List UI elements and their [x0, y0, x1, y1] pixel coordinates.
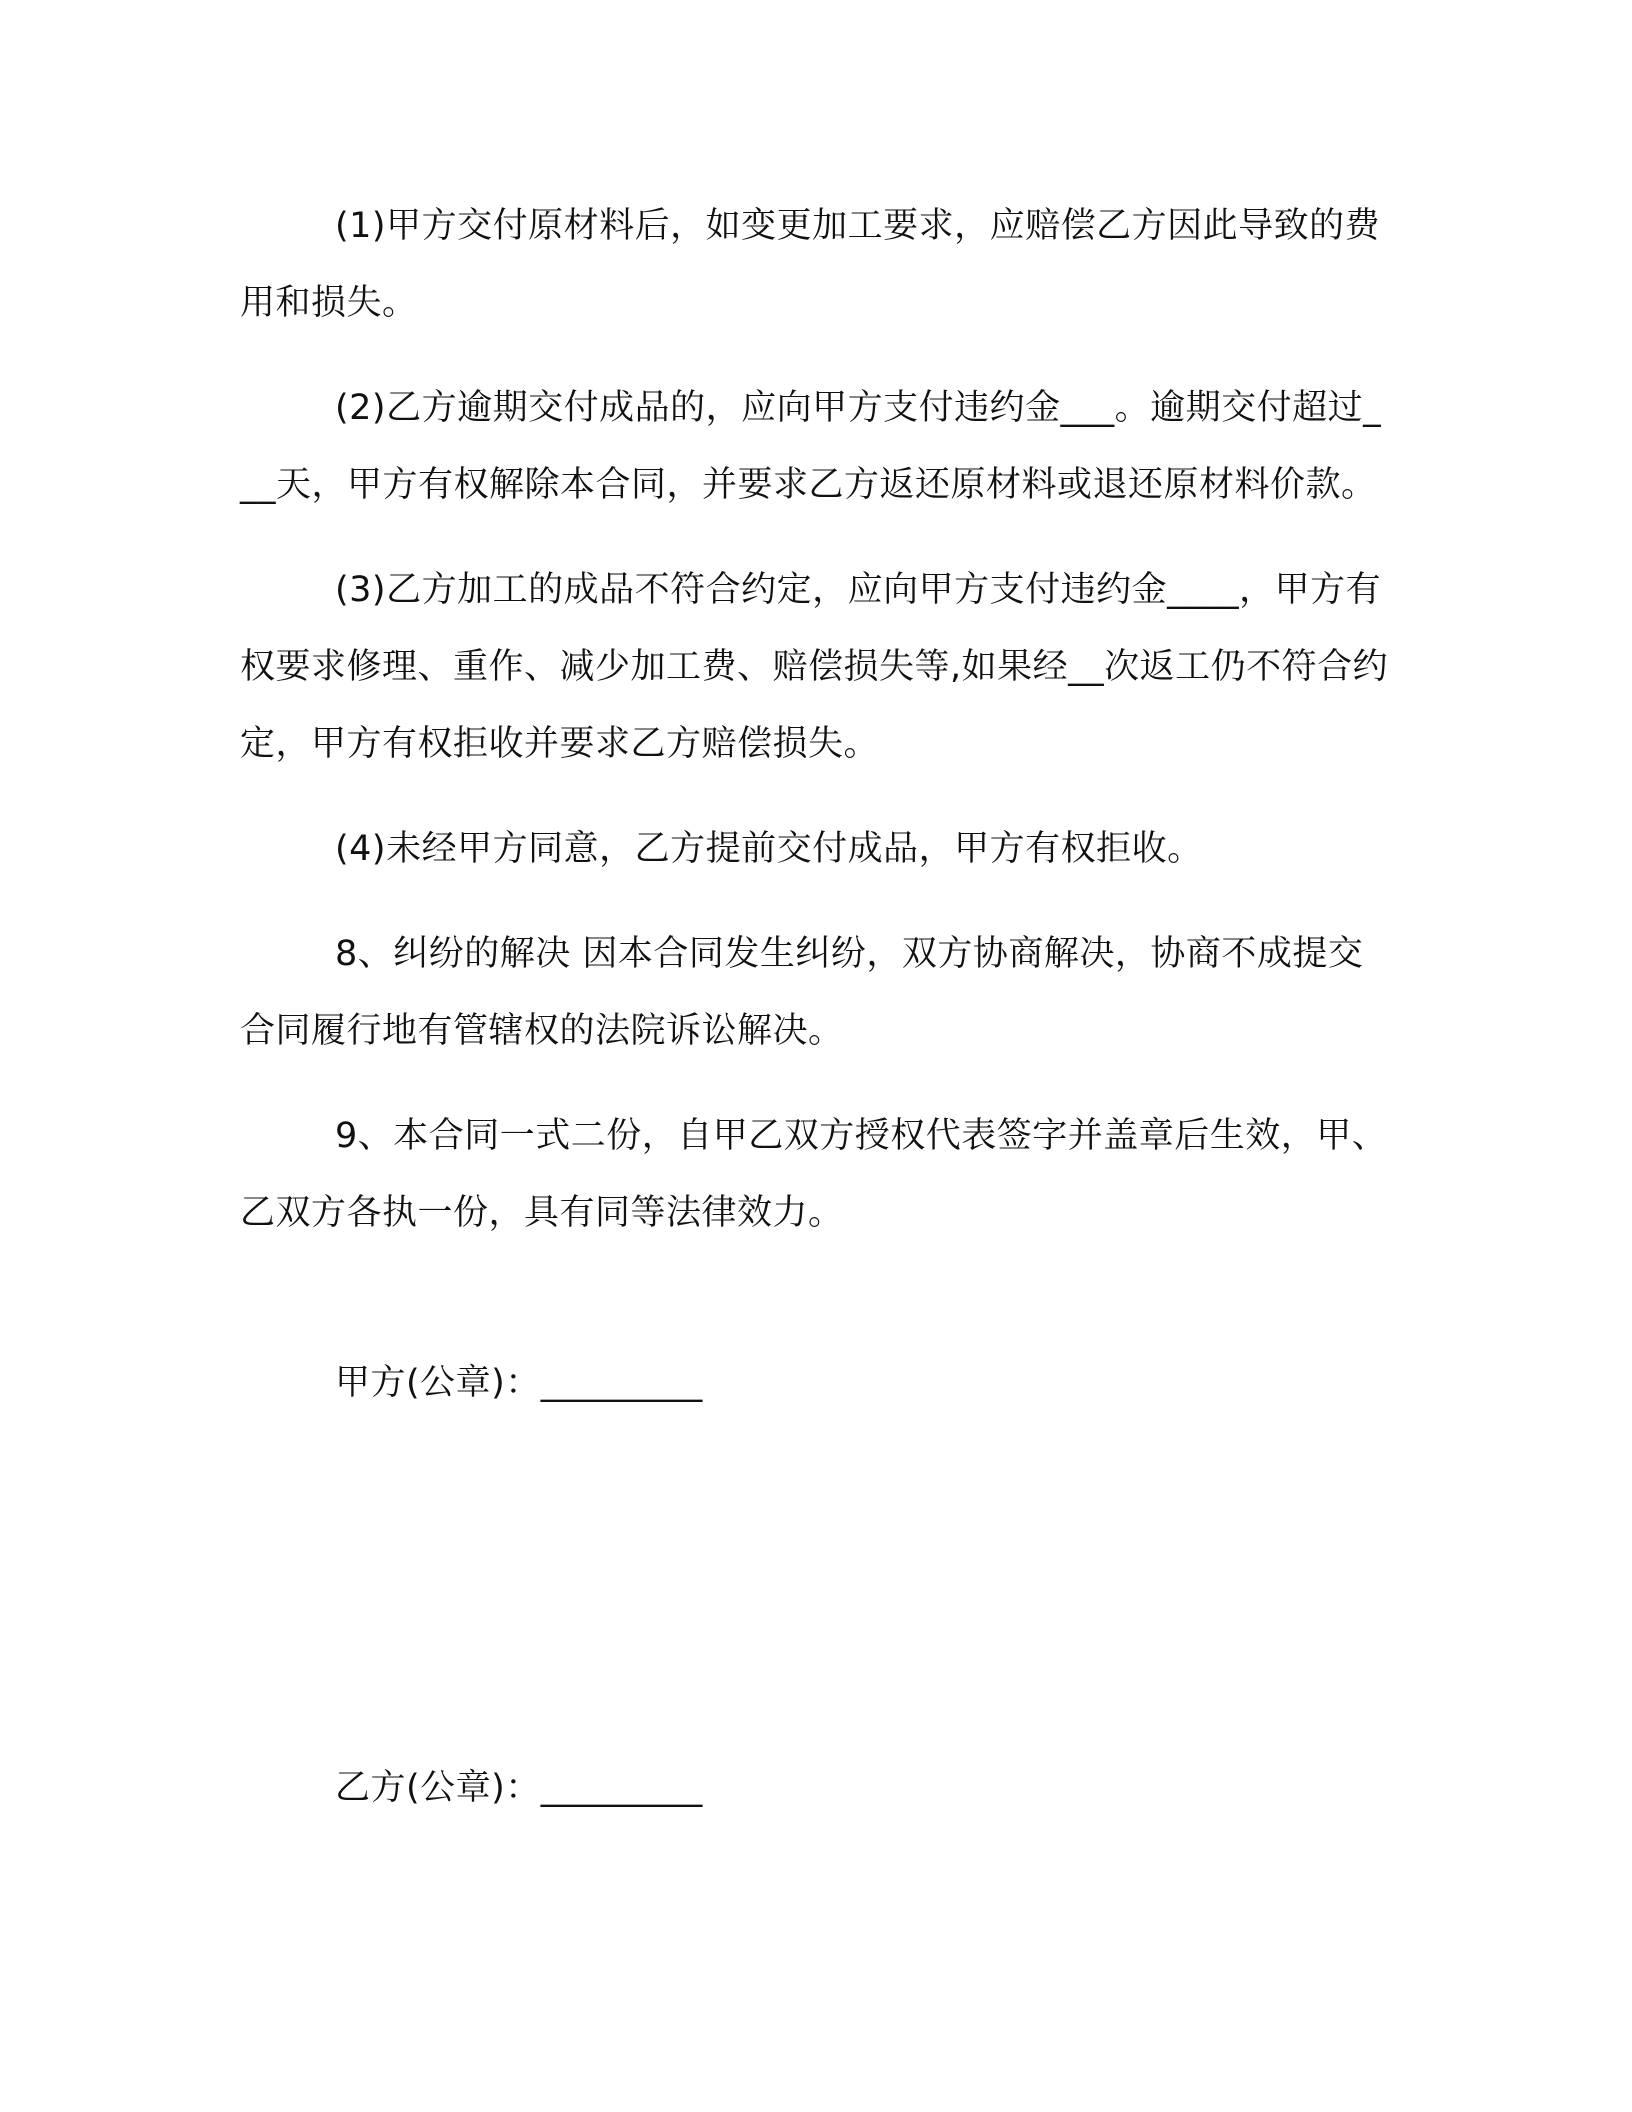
clause-2-late-delivery: (2)乙方逾期交付成品的，应向甲方支付违约金___。逾期交付超过___天，甲方有权解除本合同，并要求乙方返还原材料或退还原材料价款。: [240, 388, 1382, 505]
party-a-signature-line: 甲方(公章)：_________: [335, 1363, 703, 1403]
clause-9-copies-effectiveness: 9、本合同一式二份，自甲乙双方授权代表签字并盖章后生效，甲、乙双方各执一份，具有同等法律效力。: [240, 1116, 1388, 1233]
contract-body: [240, 188, 1390, 1252]
clause-8-dispute-resolution: 8、纠纷的解决 因本合同发生纠纷，双方协商解决，协商不成提交合同履行地有管辖权的法院诉讼解决。: [240, 934, 1364, 1051]
clause-3-nonconforming-product: (3)乙方加工的成品不符合约定，应向甲方支付违约金____，甲方有权要求修理、重作、减少加工费、赔偿损失等,如果经__次返工仍不符合约定，甲方有权拒收并要求乙方赔偿损失。: [240, 570, 1389, 764]
clause-1-compensation: (1)甲方交付原材料后，如变更加工要求，应赔偿乙方因此导致的费用和损失。: [240, 206, 1381, 323]
clause-4-early-delivery: (4)未经甲方同意，乙方提前交付成品，甲方有权拒收。: [335, 829, 1203, 869]
party-b-signature-line: 乙方(公章)：_________: [335, 1768, 703, 1808]
